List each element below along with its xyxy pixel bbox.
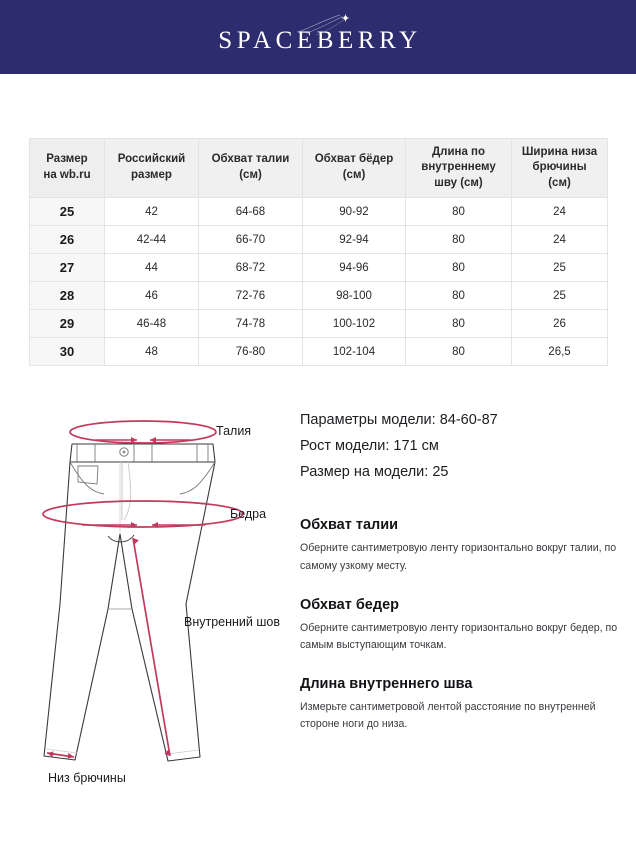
jeans-technical-drawing	[0, 404, 292, 824]
table-cell: 80	[406, 198, 512, 226]
size-table-section	[0, 74, 636, 366]
measurement-title: Обхват бедер	[300, 596, 400, 613]
table-row	[30, 254, 608, 282]
table-row	[30, 282, 608, 310]
diagram-label-waist: Талия	[216, 424, 252, 438]
brand-logo	[214, 22, 421, 53]
table-cell: 92-94	[303, 226, 406, 254]
brand-name: SPACEBERRY	[218, 26, 422, 54]
table-cell: 46	[105, 282, 199, 310]
table-cell: 44	[105, 254, 199, 282]
column-header-size-wb: Размер на wb.ru	[30, 139, 105, 198]
table-cell: 72-76	[199, 282, 303, 310]
table-cell: 80	[406, 226, 512, 254]
measurement-description: Оберните сантиметровую ленту горизонтально вокруг бедер, по самым выступающим точкам.	[300, 621, 618, 651]
table-cell: 94-96	[303, 254, 406, 282]
table-cell: 80	[406, 310, 512, 338]
table-cell: 26	[512, 310, 608, 338]
measurement-block	[300, 676, 636, 733]
table-cell: 100-102	[303, 310, 406, 338]
table-cell: 42-44	[105, 226, 199, 254]
table-row	[30, 338, 608, 366]
measurement-title: Длина внутреннего шва	[300, 676, 473, 693]
table-cell: 76-80	[199, 338, 303, 366]
table-cell: 80	[406, 282, 512, 310]
measurement-title: Обхват талии	[300, 517, 399, 534]
cell-size-wb: 30	[30, 338, 105, 366]
table-cell: 48	[105, 338, 199, 366]
cell-size-wb: 27	[30, 254, 105, 282]
table-cell: 24	[512, 198, 608, 226]
table-cell: 46-48	[105, 310, 199, 338]
guide-text-column	[292, 404, 636, 755]
table-cell: 24	[512, 226, 608, 254]
model-height: Рост модели: 171 см	[300, 437, 439, 454]
guide-section	[0, 366, 636, 755]
measurement-block	[300, 597, 636, 654]
table-cell: 74-78	[199, 310, 303, 338]
table-cell: 80	[406, 254, 512, 282]
table-cell: 80	[406, 338, 512, 366]
brand-header	[0, 0, 636, 74]
diagram-label-hem: Низ брючины	[48, 771, 126, 785]
waist-measure-ellipse	[70, 421, 216, 443]
column-header-russian-size: Российский размер	[105, 139, 199, 198]
diagram-label-inseam: Внутренний шов	[184, 615, 280, 629]
column-header-hips: Обхват бёдер (см)	[303, 139, 406, 198]
column-header-inseam: Длина по внутреннему шву (см)	[406, 139, 512, 198]
cell-size-wb: 28	[30, 282, 105, 310]
model-size: Размер на модели: 25	[300, 463, 449, 480]
table-cell: 26,5	[512, 338, 608, 366]
table-header-row	[30, 139, 608, 198]
table-cell: 102-104	[303, 338, 406, 366]
table-cell: 90-92	[303, 198, 406, 226]
table-row	[30, 310, 608, 338]
measurement-instructions	[300, 517, 636, 733]
column-header-waist: Обхват талии (см)	[199, 139, 303, 198]
cell-size-wb: 25	[30, 198, 105, 226]
model-params: Параметры модели: 84-60-87	[300, 412, 498, 428]
measurement-block	[300, 517, 636, 574]
table-cell: 25	[512, 282, 608, 310]
table-cell: 98-100	[303, 282, 406, 310]
column-header-leg-opening: Ширина низа брючины (см)	[512, 139, 608, 198]
table-cell: 25	[512, 254, 608, 282]
size-table	[29, 138, 608, 366]
table-cell: 66-70	[199, 226, 303, 254]
diagram-label-hips: Бедра	[230, 507, 267, 521]
table-cell: 42	[105, 198, 199, 226]
table-row	[30, 226, 608, 254]
table-cell: 64-68	[199, 198, 303, 226]
cell-size-wb: 26	[30, 226, 105, 254]
measurement-description: Измерьте сантиметровой лентой расстояние по внутренней стороне ноги до низа.	[300, 701, 596, 731]
size-table-body	[30, 198, 608, 366]
jeans-diagram	[0, 404, 292, 755]
measurement-description: Оберните сантиметровую ленту горизонтально вокруг талии, по самому узкому месту.	[300, 542, 617, 572]
cell-size-wb: 29	[30, 310, 105, 338]
table-cell: 68-72	[199, 254, 303, 282]
table-row	[30, 198, 608, 226]
